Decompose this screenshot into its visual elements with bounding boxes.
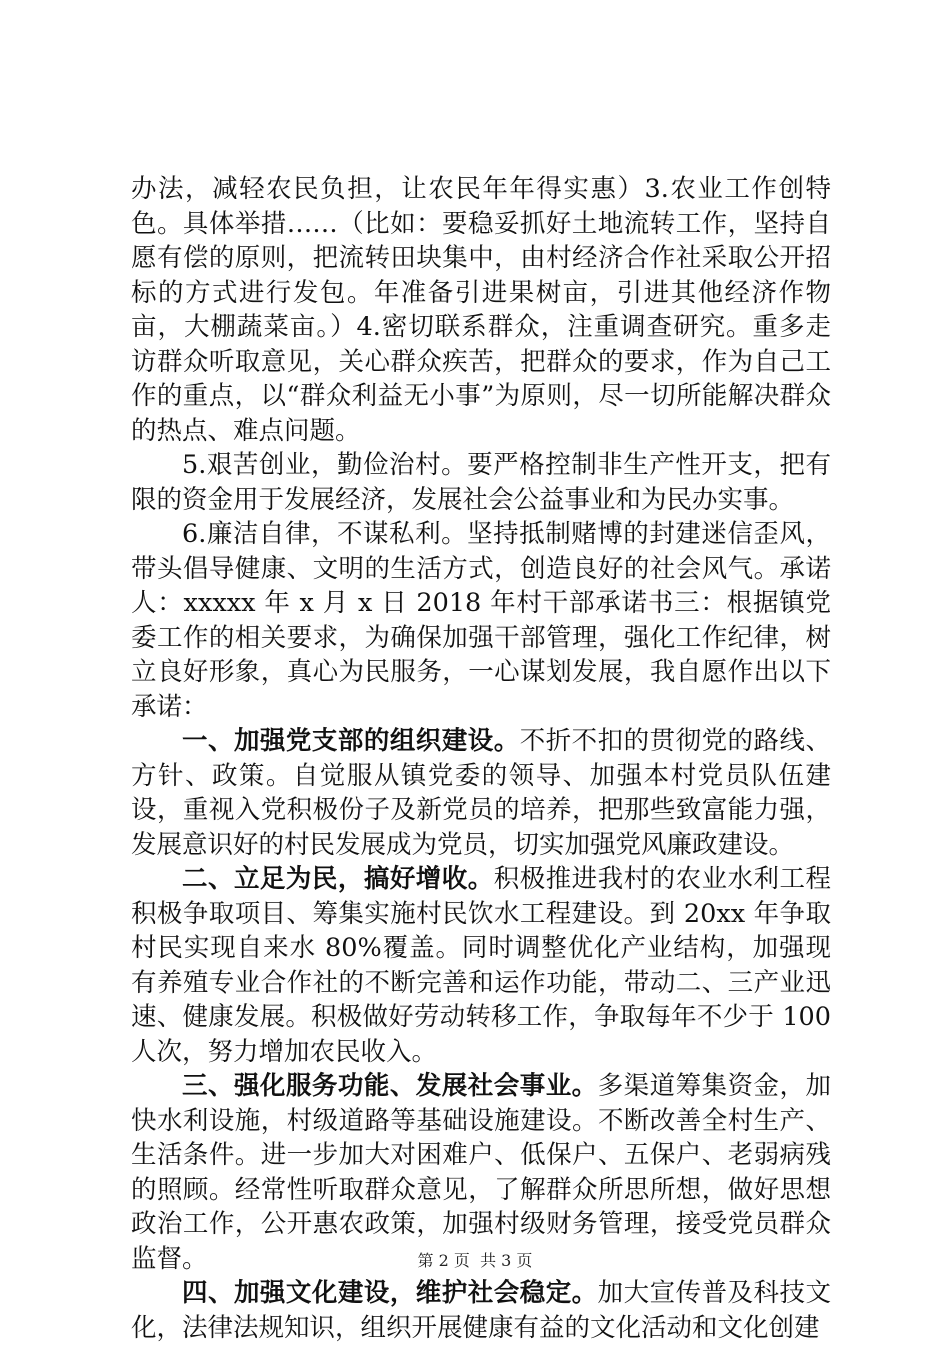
paragraph-4 <box>131 724 831 862</box>
paragraph-7-text: 加大宣传普及科技文化，法律法规知识，组织开展健康有益的文化活动和文化创建 <box>131 1278 831 1343</box>
page-footer <box>0 1248 950 1271</box>
paragraph-6-heading: 三、强化服务功能、发展社会事业。 <box>182 1071 598 1101</box>
paragraph-5-heading: 二、立足为民，搞好增收。 <box>182 864 494 894</box>
paragraph-1-text: 办法，减轻农民负担，让农民年年得实惠）3.农业工作创特色。具体举措……（比如：要稳妥抓好土地流转工作，坚持自愿有偿的原则，把流转田块集中，由村经济合作社采取公开招标的方式进行发包。年准备引进果树亩，引进其他经济作物亩，大棚蔬菜亩。）4.密切联系群众，注重调查研究。重多走访群众听取意见，关心群众疾苦，把群众的要求，作为自己工作的重点，以“群众利益无小事”为原则，尽一切所能解决群众的热点、难点问题。 <box>131 174 831 446</box>
paragraph-6 <box>131 1069 831 1276</box>
paragraph-3 <box>131 517 831 724</box>
page-number-label: 第 2 页 共 3 页 <box>417 1251 533 1270</box>
paragraph-4-heading: 一、加强党支部的组织建设。 <box>182 726 520 756</box>
paragraph-4-text: 不折不扣的贯彻党的路线、方针、政策。自觉服从镇党委的领导、加强本村党员队伍建设，重视入党积极份子及新党员的培养，把那些致富能力强，发展意识好的村民发展成为党员，切实加强党风廉政建设。 <box>131 726 831 860</box>
paragraph-7-heading: 四、加强文化建设，维护社会稳定。 <box>182 1278 598 1308</box>
paragraph-6-text: 多渠道筹集资金，加快水利设施，村级道路等基础设施建设。不断改善全村生产、生活条件。进一步加大对困难户、低保户、五保户、老弱病残的照顾。经常性听取群众意见，了解群众所思所想，做好思想政治工作，公开惠农政策，加强村级财务管理，接受党员群众监督。 <box>131 1071 831 1274</box>
paragraph-3-text: 6.廉洁自律，不谋私利。坚持抵制赌博的封建迷信歪风，带头倡导健康、文明的生活方式，创造良好的社会风气。承诺人：xxxxx 年 x 月 x 日 2018 年村干部承诺书三：根据镇党委工作的相关要求，为确保加强干部管理，强化工作纪律，树立良好形象，真心为民服务，一心谋划发展，我自愿作出以下承诺： <box>131 519 831 722</box>
document-body <box>131 172 831 1345</box>
paragraph-1 <box>131 172 831 448</box>
paragraph-2-text: 5.艰苦创业，勤俭治村。要严格控制非生产性开支，把有限的资金用于发展经济，发展社会公益事业和为民办实事。 <box>131 450 831 515</box>
paragraph-2 <box>131 448 831 517</box>
paragraph-7 <box>131 1276 831 1345</box>
paragraph-5 <box>131 862 831 1069</box>
paragraph-5-text: 积极推进我村的农业水利工程积极争取项目、筹集实施村民饮水工程建设。到 20xx 年争取村民实现自来水 80%覆盖。同时调整优化产业结构，加强现有养殖专业合作社的不断完善和运作功能，带动二、三产业迅速、健康发展。积极做好劳动转移工作，争取每年不少于 100 人次，努力增加农民收入。 <box>131 864 831 1067</box>
